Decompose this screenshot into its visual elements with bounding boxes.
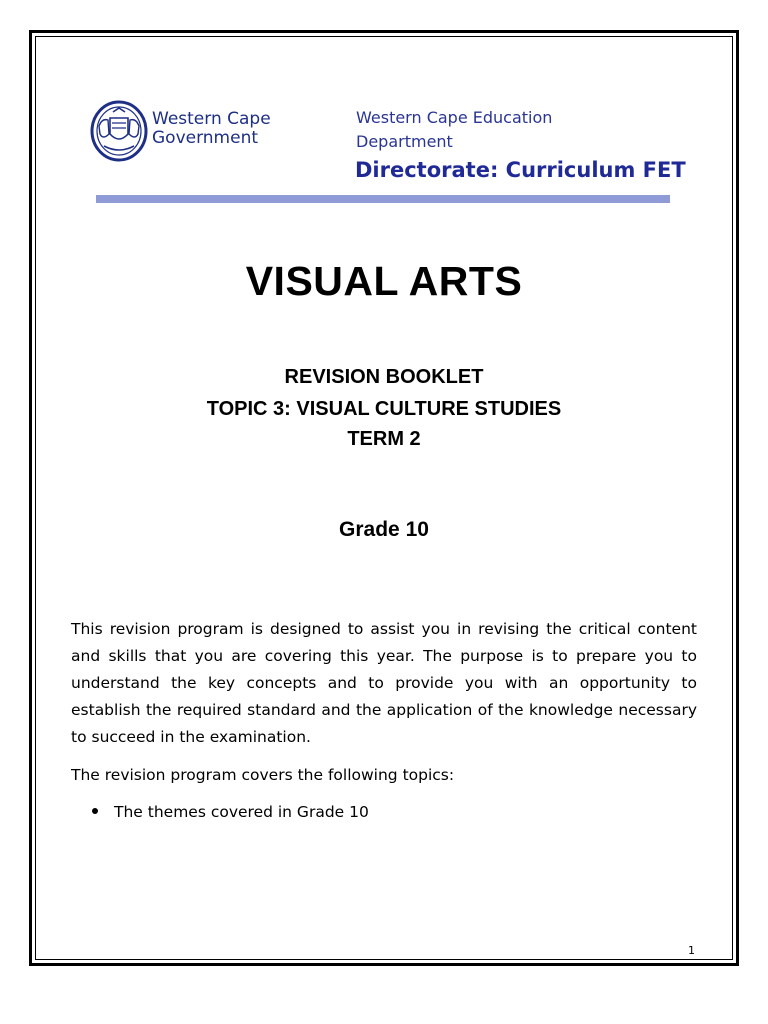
subtitle-line1: REVISION BOOKLET	[284, 366, 484, 388]
header-divider	[96, 195, 670, 203]
department-name-line1: Western Cape Education	[356, 108, 553, 127]
subtitle-line2: TOPIC 3: VISUAL CULTURE STUDIES	[206, 398, 562, 420]
document-title: VISUAL ARTS	[245, 258, 523, 304]
logo-text-line1: Western Cape	[152, 109, 271, 129]
department-name-line2: Department	[356, 132, 453, 151]
directorate-heading: Directorate: Curriculum FET	[355, 158, 686, 182]
western-cape-government-logo	[90, 100, 290, 164]
topics-heading: The revision program covers the following topics:	[71, 766, 455, 784]
logo-text-line2: Government	[152, 128, 259, 148]
bullet-icon	[92, 808, 98, 814]
grade-heading: Grade 10	[339, 518, 429, 541]
coat-of-arms-icon	[90, 100, 150, 164]
page-number: 1	[688, 944, 695, 957]
topic-item-text: The themes covered in Grade 10	[114, 803, 369, 821]
list-item	[92, 803, 369, 821]
intro-paragraph: This revision program is designed to assist you in revising the critical content and skills that you are covering this year. The purpose is to prepare you to understand the key concepts and to provide you with an opportunity to establish the required standard and the application of the knowledge necessary to succeed in the examination.	[71, 620, 697, 746]
subtitle-line3: TERM 2	[347, 428, 421, 450]
